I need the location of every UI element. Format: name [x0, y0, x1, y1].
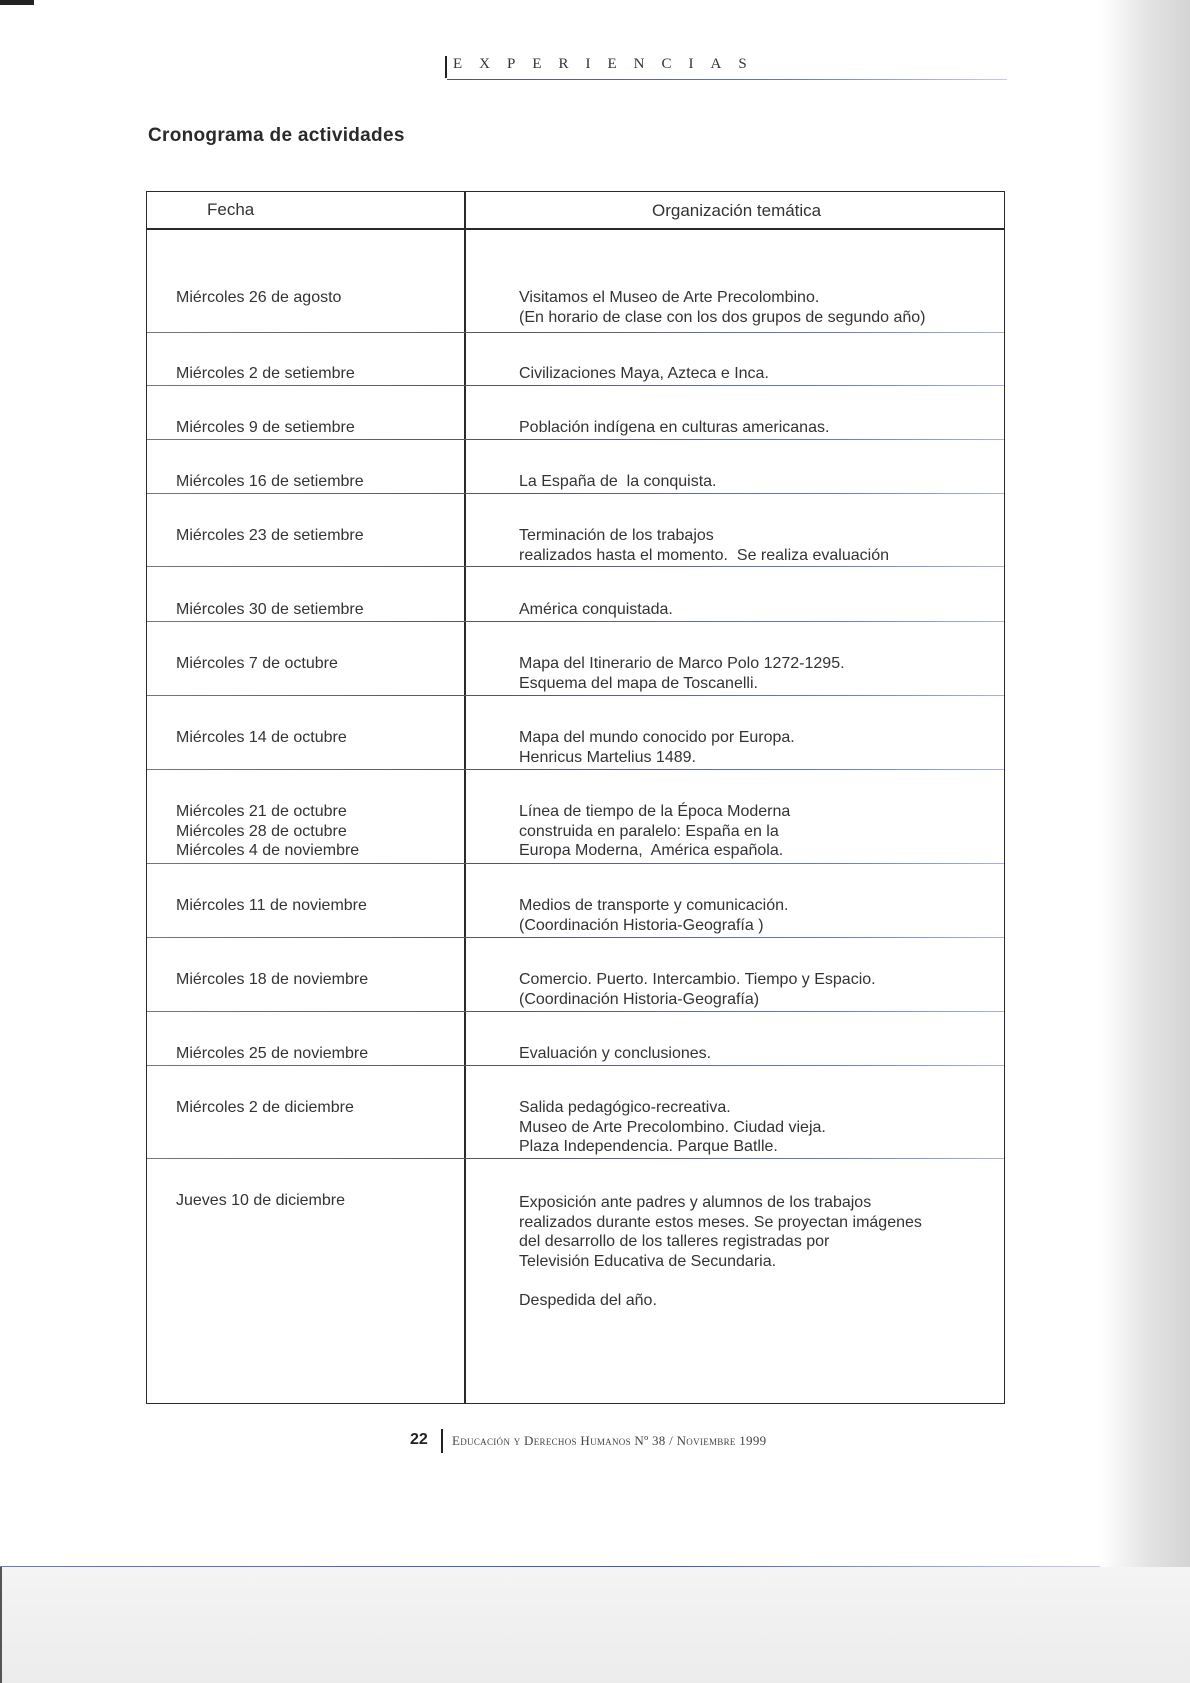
scan-page-edge-shadow: [1100, 0, 1190, 1683]
row-separator: [147, 1011, 1004, 1012]
row-date-line: Jueves 10 de diciembre: [176, 1192, 345, 1209]
row-separator: [147, 863, 1004, 864]
row-date: [176, 728, 347, 748]
row-date: [176, 600, 364, 620]
row-date: [176, 1098, 354, 1118]
row-topic: [519, 288, 925, 327]
row-topic-line: Medios de transporte y comunicación.: [519, 897, 789, 914]
column-divider: [464, 192, 466, 1403]
row-topic: [519, 802, 790, 861]
row-date: [176, 970, 368, 990]
row-date: [176, 288, 341, 308]
row-date: [176, 1044, 368, 1064]
row-separator: [147, 695, 1004, 696]
row-topic-line: Visitamos el Museo de Arte Precolombino.: [519, 289, 820, 306]
row-date-line: Miércoles 2 de diciembre: [176, 1099, 354, 1116]
row-topic: [519, 472, 716, 492]
row-topic-line: Henricus Martelius 1489.: [519, 748, 696, 766]
header-bar: [445, 56, 447, 78]
row-date: [176, 526, 364, 546]
row-topic-line: América conquistada.: [519, 601, 673, 618]
page-title: Cronograma de actividades: [148, 125, 405, 146]
row-topic-line: Europa Moderna, América española.: [519, 842, 784, 859]
row-date-line: Miércoles 9 de setiembre: [176, 419, 355, 436]
row-date: [176, 418, 355, 438]
header-rule: [447, 79, 1007, 80]
row-topic-line: (Coordinación Historia-Geografía ): [519, 916, 764, 934]
page-footer: [410, 1427, 870, 1457]
scan-left-edge: [0, 1567, 2, 1683]
row-topic: [519, 896, 788, 935]
row-topic-line: Mapa del mundo conocido por Europa.: [519, 729, 795, 746]
row-date: [176, 1191, 345, 1211]
row-topic-line: Comercio. Puerto. Intercambio. Tiempo y Espacio.: [519, 971, 876, 988]
row-topic: [519, 418, 829, 438]
row-topic-line: Evaluación y conclusiones.: [519, 1045, 712, 1062]
row-date: [176, 364, 355, 384]
row-topic-line: Esquema del mapa de Toscanelli.: [519, 674, 758, 692]
row-topic: [519, 526, 889, 565]
row-topic-line: del desarrollo de los talleres registradas por: [519, 1233, 830, 1250]
row-date-line: Miércoles 16 de setiembre: [176, 473, 364, 490]
page-number: 22: [410, 1431, 428, 1448]
table-header: [147, 192, 1004, 230]
row-date: [176, 472, 364, 492]
column-header-topic: Organización temática: [652, 201, 822, 220]
row-date-line: Miércoles 4 de noviembre: [176, 842, 360, 859]
row-topic: [519, 1193, 922, 1310]
row-topic-line: construida en paralelo: España en la: [519, 822, 779, 840]
row-topic-line: [519, 1271, 922, 1291]
row-topic-line: Despedida del año.: [519, 1291, 657, 1309]
row-topic-line: Mapa del Itinerario de Marco Polo 1272-1295.: [519, 655, 845, 672]
row-topic-line: Población indígena en culturas americanas.: [519, 419, 830, 436]
row-date-line: Miércoles 11 de noviembre: [176, 897, 367, 914]
scan-corner-mark: [0, 0, 34, 5]
row-separator: [147, 769, 1004, 770]
footer-bar: [441, 1429, 443, 1453]
row-date-line: Miércoles 14 de octubre: [176, 729, 347, 746]
row-separator: [147, 332, 1004, 333]
schedule-table: [146, 191, 1005, 1404]
row-separator: [147, 1065, 1004, 1066]
row-date: [176, 896, 367, 916]
row-topic-line: Salida pedagógico-recreativa.: [519, 1099, 731, 1116]
row-date-line: Miércoles 30 de setiembre: [176, 601, 364, 618]
row-date-line: Miércoles 21 de octubre: [176, 803, 347, 820]
row-separator: [147, 937, 1004, 938]
row-separator: [147, 566, 1004, 567]
row-separator: [147, 621, 1004, 622]
row-date: [176, 802, 359, 861]
row-topic-line: Terminación de los trabajos: [519, 527, 714, 544]
row-topic-line: (En horario de clase con los dos grupos de segundo año): [519, 308, 926, 326]
row-date-line: Miércoles 23 de setiembre: [176, 527, 364, 544]
section-label: EXPERIENCIAS: [453, 56, 764, 72]
row-topic: [519, 654, 845, 693]
row-topic: [519, 728, 795, 767]
row-topic-line: realizados hasta el momento. Se realiza evaluación: [519, 546, 889, 564]
row-topic: [519, 364, 769, 384]
row-topic-line: Televisión Educativa de Secundaria.: [519, 1252, 777, 1270]
row-topic: [519, 1044, 711, 1064]
row-date-line: Miércoles 18 de noviembre: [176, 971, 369, 988]
row-topic: [519, 600, 673, 620]
scan-bottom-shade: [0, 1567, 1190, 1683]
row-topic-line: La España de la conquista.: [519, 473, 717, 490]
row-date-line: Miércoles 7 de octubre: [176, 655, 338, 672]
row-separator: [147, 439, 1004, 440]
row-separator: [147, 1158, 1004, 1159]
row-topic-line: Línea de tiempo de la Época Moderna: [519, 803, 791, 820]
row-topic-line: Plaza Independencia. Parque Batlle.: [519, 1138, 778, 1155]
row-topic: [519, 1098, 826, 1157]
publication-info: Educación y Derechos Humanos Nº 38 / Noviembre 1999: [452, 1433, 767, 1448]
row-topic-line: realizados durante estos meses. Se proyectan imágenes: [519, 1213, 922, 1231]
row-topic: [519, 970, 876, 1009]
row-topic-line: Exposición ante padres y alumnos de los trabajos: [519, 1194, 872, 1211]
row-topic-line: (Coordinación Historia-Geografía): [519, 990, 760, 1008]
row-separator: [147, 385, 1004, 386]
row-date-line: Miércoles 26 de agosto: [176, 289, 342, 306]
scan-bottom-line: [0, 1566, 1100, 1567]
row-separator: [147, 493, 1004, 494]
row-date-line: Miércoles 2 de setiembre: [176, 365, 355, 382]
row-date-line: Miércoles 28 de octubre: [176, 822, 347, 840]
section-header: [445, 54, 1010, 82]
row-date: [176, 654, 338, 674]
column-header-date: Fecha: [207, 200, 255, 219]
row-topic-line: Civilizaciones Maya, Azteca e Inca.: [519, 365, 769, 382]
row-topic-line: Museo de Arte Precolombino. Ciudad vieja.: [519, 1118, 826, 1136]
row-date-line: Miércoles 25 de noviembre: [176, 1045, 369, 1062]
